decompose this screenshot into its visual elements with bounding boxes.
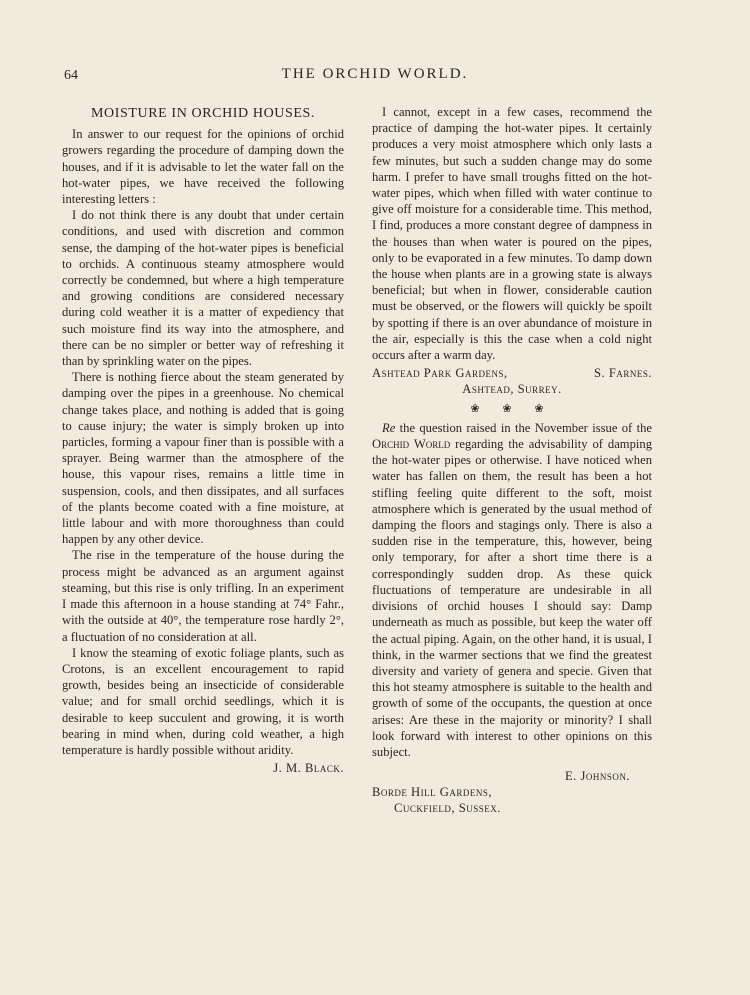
letter3-signature-block: [372, 762, 652, 816]
letter3-lead-word: Re: [382, 420, 396, 435]
running-title: THE ORCHID WORLD.: [281, 66, 469, 82]
section-separator: ❀ ❀ ❀: [470, 402, 554, 415]
letter3-address-line-1: Borde Hill Gardens,: [372, 785, 493, 800]
letter1-paragraph-2: There is nothing fierce about the steam generated by damping over the pipes in a greenhouse. No chemical change takes place, and nothing is added that is going to cause injury; the water is simply broken up into particles, forming a vapour finer than is possible with a sprayer. Being warmer than the atmosphere of the house, this vapour rises, remains a little time in suspension, cools, and then dissipates, and all surfaces of the plants become coated with a fine moisture, at little labour and with more thoroughness than could happen by any other device.: [62, 370, 344, 547]
letter1-signature: J. M. Black.: [273, 761, 344, 776]
letter3-address-line-2: Cuckfield, Sussex.: [394, 801, 501, 816]
letter3-paragraph: [372, 420, 652, 760]
right-column: [372, 104, 652, 816]
letter2-paragraph: I cannot, except in a few cases, recommend the practice of damping the hot-water pipes. It certainly produces a very moist atmosphere which only lasts a few minutes, but such a sudden change may do some harm. I prefer to have small troughs fitted on the hot-water pipes, which when filled with water continue to give off moisture for a considerable time. This method, I find, produces a more constant degree of dampness in the houses than when water is poured on the pipes, only to be evaporated in a few minutes. To damp down the house when plants are in a growing state is always beneficial; but when in flower, considerable caution must be observed, or the flowers will quickly be spoilt by spotting if there is an over abundance of moisture in the air, especially is this the case when a cold night occurs after a warm day.: [372, 105, 652, 363]
letter3-signature: E. Johnson.: [564, 769, 630, 784]
letter1-paragraph-1: I do not think there is any doubt that under certain conditions, and used with discretion and common sense, the damping of the hot-water pipes is beneficial to orchids. A continuous steamy atmosphere would correctly be condemned, but where a high temperature and growing conditions are considered necessary during cold weather it is a matter of expediency that such moisture find its way into the atmosphere, and there can be no simpler or better way of refreshing it than by sprinkling water on the pipes.: [62, 208, 344, 369]
letter1-paragraph-3: The rise in the temperature of the house during the process might be advanced as an argument against steaming, but this rise is only trifling. In an experiment I made this afternoon in a house standing at 74° Fahr., with the outside at 40°, the temperature rose hardly 2°, a fluctuation of no consideration at all.: [62, 548, 344, 644]
letter2-address-line-2: Ashtead, Surrey.: [462, 382, 562, 397]
left-column: [62, 106, 344, 776]
letter2-signature-row: [372, 365, 652, 381]
letter2-signature: S. Farnes.: [594, 366, 652, 381]
letter2-address-line-1: Ashtead Park Gardens,: [372, 366, 508, 381]
journal-name: Orchid World: [372, 437, 451, 452]
article-title: MOISTURE IN ORCHID HOUSES.: [90, 106, 316, 121]
letter3-text-b: regarding the advisability of damping the hot-water pipes or otherwise. I have noticed when water has fallen on them, the result has been a hot stifling feeling quite different to the soft, moist atmosphere which is generated by the usual method of damping the floors and stagings only. There is also a sudden rise in the temperature, this, however, being only temporary, for after a short time there is a correspondingly sudden drop. As these quick fluctuations of temperature are undesirable in all divisions of orchid houses I should say: Damp underneath as much as possible, but keep the water off the actual piping. Again, on the other hand, it is usual, I think, in the warmer sections that we find the greatest diversity and variety of genera and specie. Given that this hot steamy atmosphere is suitable to the health and growth of some of the occupants, the question at once arises: Are these in the majority or minority? I shall look forward with interest to other opinions on this subject.: [372, 437, 652, 759]
letter1-paragraph-4: I know the steaming of exotic foliage plants, such as Crotons, is an excellent encouragement to rapid growth, besides being an insecticide of considerable value; and for small orchid seedlings, which it is desirable to keep succulent and growing, it is worth bearing in mind when, during cold weather, a high temperature is hardly possible without aridity.: [62, 645, 344, 757]
letter3-text-a: the question raised in the November issue of the: [395, 420, 652, 435]
page-number: 64: [64, 68, 78, 83]
intro-paragraph: In answer to our request for the opinions of orchid growers regarding the procedure of damping down the houses, and if it is advisable to let the water fall on the hot-water pipes, we have received the following interesting letters :: [62, 127, 344, 207]
